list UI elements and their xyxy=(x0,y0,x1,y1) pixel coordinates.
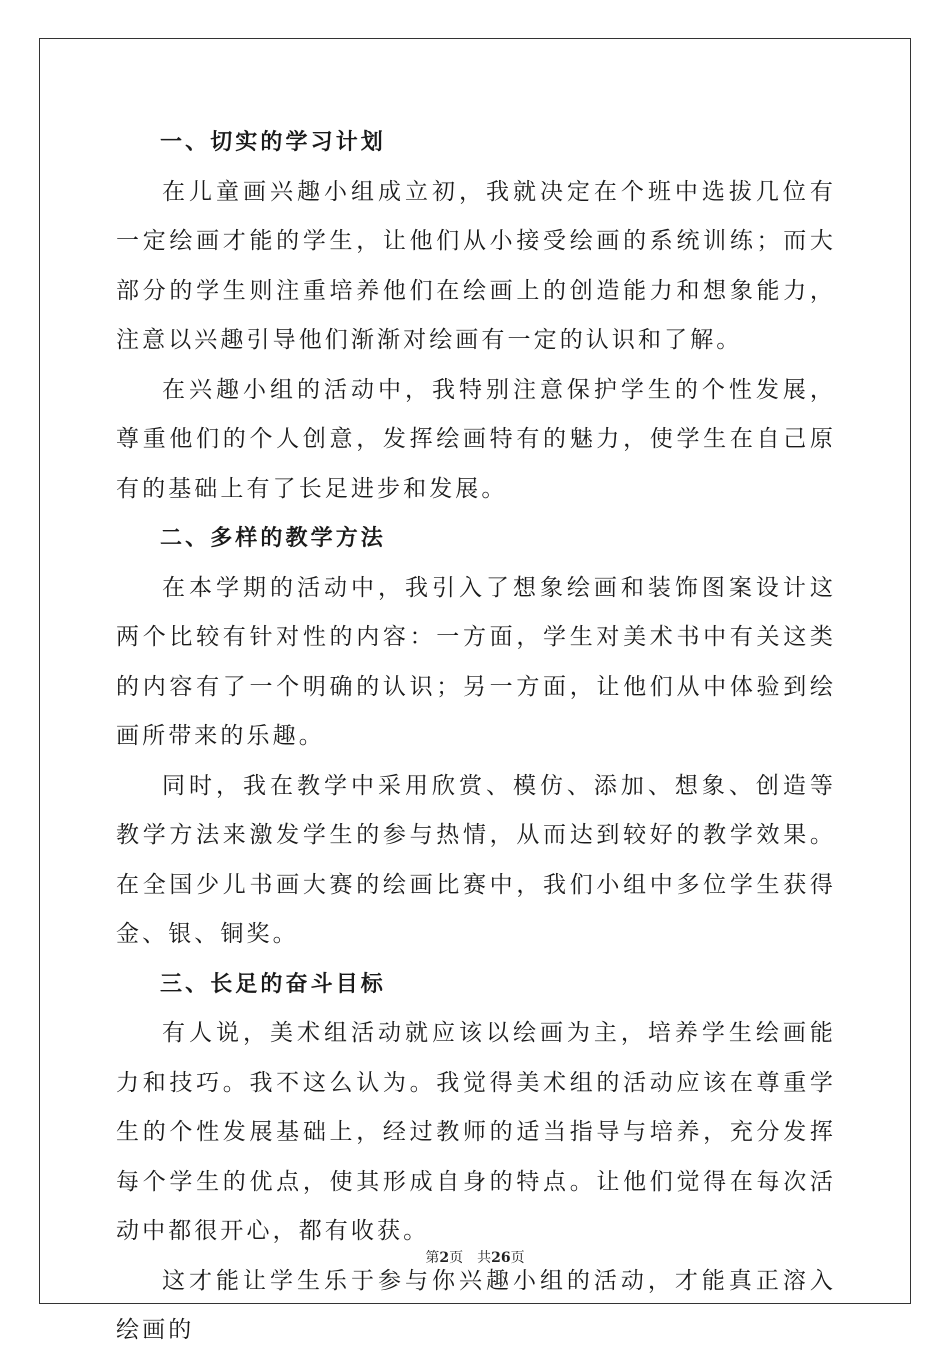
paragraph-2: 在兴趣小组的活动中，我特别注意保护学生的个性发展，尊重他们的个人创意，发挥绘画特有的魅力，使学生在自己原有的基础上有了长足进步和发展。 xyxy=(116,376,836,502)
page-footer xyxy=(0,1247,950,1267)
paragraph-4: 同时，我在教学中采用欣赏、模仿、添加、想象、创造等教学方法来激发学生的参与热情，从而达到较好的教学效果。在全国少儿书画大赛的绘画比赛中，我们小组中多位学生获得金、银、铜奖。 xyxy=(116,772,836,947)
paragraph-5: 有人说，美术组活动就应该以绘画为主，培养学生绘画能力和技巧。我不这么认为。我觉得美术组的活动应该在尊重学生的个性发展基础上，经过教师的适当指导与培养，充分发挥每个学生的优点，使其形成自身的特点。让他们觉得在每次活动中都很开心，都有收获。 xyxy=(116,1020,836,1244)
page-number: 2 xyxy=(439,1250,450,1266)
page-prefix: 第 xyxy=(425,1250,440,1266)
document-body xyxy=(116,118,836,1356)
total-suffix: 页 xyxy=(510,1250,525,1266)
paragraph-1: 在儿童画兴趣小组成立初，我就决定在个班中选拔几位有一定绘画才能的学生，让他们从小接受绘画的系统训练；而大部分的学生则注重培养他们在绘画上的创造能力和想象能力，注意以兴趣引导他们渐渐对绘画有一定的认识和了解。 xyxy=(116,178,836,353)
paragraph-6: 这才能让学生乐于参与你兴趣小组的活动，才能真正溶入绘画的 xyxy=(116,1267,836,1343)
section-heading-1: 一、切实的学习计划 xyxy=(160,130,386,155)
section-heading-2: 二、多样的教学方法 xyxy=(160,526,386,551)
section-heading-3: 三、长足的奋斗目标 xyxy=(160,971,386,997)
total-prefix: 共 xyxy=(477,1250,492,1266)
paragraph-3: 在本学期的活动中，我引入了想象绘画和装饰图案设计这两个比较有针对性的内容：一方面，学生对美术书中有关这类的内容有了一个明确的认识；另一方面，让他们从中体验到绘画所带来的乐趣。 xyxy=(116,574,836,749)
total-pages: 26 xyxy=(491,1250,511,1266)
page-suffix: 页 xyxy=(449,1250,464,1266)
